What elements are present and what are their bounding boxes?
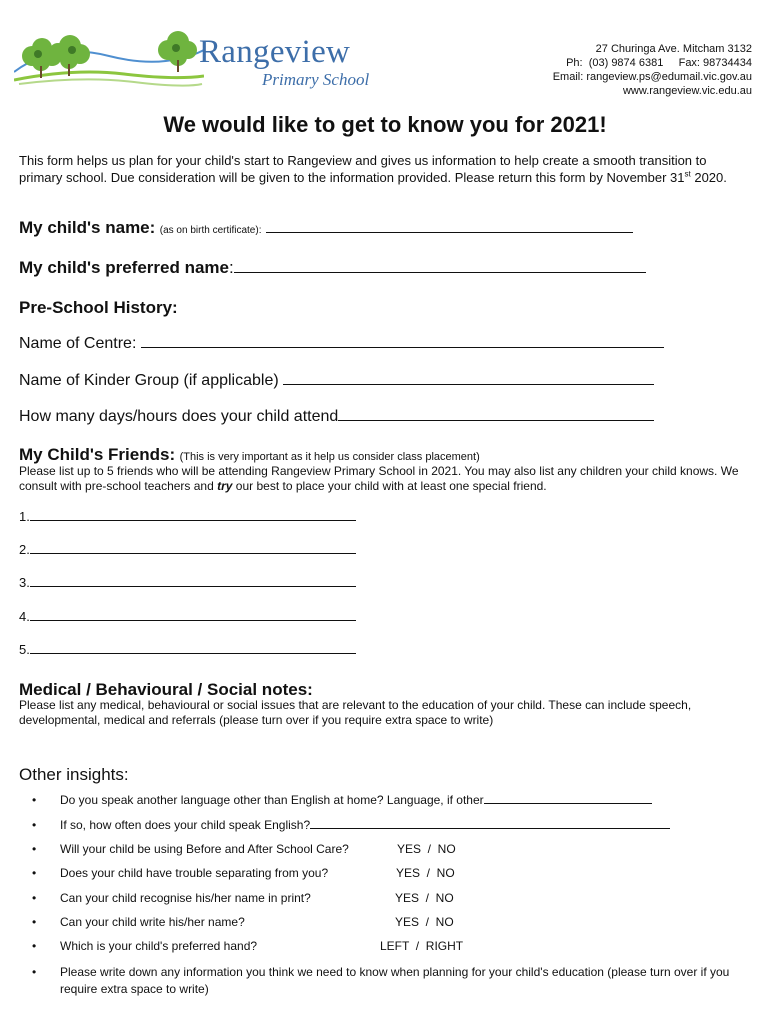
days-label: How many days/hours does your child attend — [19, 408, 339, 425]
separating-question: Does your child have trouble separating from you? — [60, 866, 329, 880]
language-question: Do you speak another language other than English at home? Language, if other — [60, 793, 484, 807]
friend-row-5 — [19, 642, 356, 657]
phone-fax-line: Ph: (03) 9874 6381 Fax: 98734434 — [566, 57, 752, 69]
website-line: www.rangeview.vic.edu.au — [622, 85, 752, 97]
care-row — [32, 842, 349, 856]
child-name-field[interactable] — [266, 231, 633, 233]
friend-number: 2. — [19, 542, 30, 557]
bullet: • — [32, 891, 37, 905]
hand-row — [32, 939, 257, 953]
preferred-name-field[interactable] — [234, 271, 646, 273]
intro-paragraph — [19, 152, 749, 186]
english-field[interactable] — [310, 827, 670, 829]
child-name-note: (as on birth certificate): — [159, 225, 262, 236]
friends-heading: My Child's Friends: — [19, 445, 176, 464]
logo-school-name: Rangeview — [199, 34, 351, 70]
language-row — [32, 793, 652, 807]
separating-row — [32, 866, 328, 880]
centre-field[interactable] — [141, 346, 664, 348]
logo-school-subtitle: Primary School — [262, 70, 370, 89]
school-logo — [14, 30, 376, 94]
write-question: Can your child write his/her name? — [60, 915, 245, 929]
kinder-field[interactable] — [283, 383, 654, 385]
bullet: • — [32, 818, 37, 832]
recognise-answer[interactable]: YES / NO — [395, 891, 454, 905]
address-line: 27 Churinga Ave. Mitcham 3132 — [595, 43, 752, 55]
friend-number: 5. — [19, 642, 30, 657]
recognise-row — [32, 891, 311, 905]
trees-hills-icon — [14, 30, 204, 94]
insights-heading: Other insights: — [19, 765, 129, 784]
preschool-heading: Pre-School History: — [19, 298, 178, 317]
friend-field-5[interactable] — [30, 652, 356, 654]
centre-row — [19, 335, 664, 353]
friend-field-1[interactable] — [30, 519, 356, 521]
friend-number: 1. — [19, 509, 30, 524]
preferred-name-colon: : — [229, 258, 234, 277]
bullet: • — [32, 939, 37, 953]
english-question: If so, how often does your child speak English? — [60, 818, 311, 832]
friend-number: 4. — [19, 609, 30, 624]
write-row — [32, 915, 245, 929]
school-address — [553, 42, 752, 98]
friends-paragraph — [19, 464, 754, 494]
friends-heading-row — [19, 445, 480, 465]
child-name-colon: : — [149, 218, 156, 237]
days-row — [19, 408, 654, 426]
friends-note: (This is very important as it help us consider class placement) — [179, 451, 480, 463]
friends-text-a: Please list up to 5 friends who will be attending Rangeview Primary School in 2021. You may also list any children your child knows. We consult with pre-school teachers and — [19, 464, 739, 493]
care-answer[interactable]: YES / NO — [397, 842, 456, 856]
info-row — [32, 964, 752, 998]
bullet: • — [32, 793, 37, 807]
friend-field-2[interactable] — [30, 552, 356, 554]
medical-heading: Medical / Behavioural / Social notes: — [19, 680, 313, 699]
friend-number: 3. — [19, 575, 30, 590]
friend-row-3 — [19, 575, 356, 590]
friend-row-2 — [19, 542, 356, 557]
bullet: • — [32, 866, 37, 880]
friend-field-3[interactable] — [30, 585, 356, 587]
care-question: Will your child be using Before and After School Care? — [60, 842, 349, 856]
child-name-row — [19, 218, 633, 238]
intro-sup: st — [684, 169, 691, 179]
bullet: • — [32, 915, 37, 929]
write-answer[interactable]: YES / NO — [395, 915, 454, 929]
days-field[interactable] — [338, 419, 654, 421]
english-row — [32, 818, 670, 832]
friends-text-em: try — [217, 479, 233, 493]
kinder-row — [19, 372, 654, 390]
kinder-label: Name of Kinder Group (if applicable) — [19, 372, 279, 389]
language-field[interactable] — [484, 802, 652, 804]
hand-question: Which is your child's preferred hand? — [60, 939, 258, 953]
email-line: Email: rangeview.ps@edumail.vic.gov.au — [552, 71, 752, 83]
separating-answer[interactable]: YES / NO — [396, 866, 455, 880]
friend-row-1 — [19, 509, 356, 524]
friends-text-b: our best to place your child with at least one special friend. — [232, 479, 547, 493]
child-name-label: My child's name — [19, 218, 150, 237]
page-title: We would like to get to know you for 2021! — [163, 112, 607, 137]
intro-text: This form helps us plan for your child's start to Rangeview and gives us information to help create a smooth transition to primary school. Due consideration will be given to the information provided. Please return this form by November 31 — [19, 153, 707, 185]
hand-answer[interactable]: LEFT / RIGHT — [380, 939, 464, 953]
centre-label: Name of Centre: — [19, 335, 137, 352]
bullet: • — [32, 842, 37, 856]
info-text: Please write down any information you think we need to know when planning for your child's education (please turn over if you require extra space to write) — [60, 965, 730, 996]
preferred-name-label: My child's preferred name — [19, 258, 230, 277]
friend-row-4 — [19, 609, 356, 624]
friend-field-4[interactable] — [30, 619, 356, 621]
preferred-name-row — [19, 258, 646, 278]
bullet: • — [32, 965, 37, 979]
medical-paragraph: Please list any medical, behavioural or social issues that are relevant to the education of your child. These can include speech, developmental, medical and referrals (please turn over if you require extra space to write) — [19, 698, 692, 727]
intro-end: 2020. — [690, 170, 727, 185]
recognise-question: Can your child recognise his/her name in print? — [60, 891, 311, 905]
